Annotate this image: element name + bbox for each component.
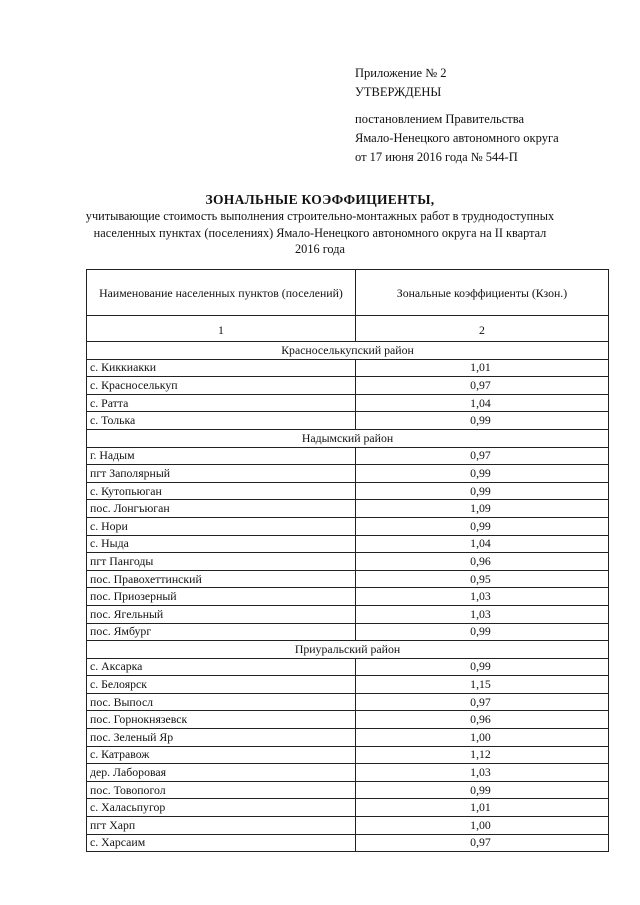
place-name: пос. Товопогол	[87, 781, 356, 799]
table-row	[87, 570, 609, 588]
table-row	[87, 535, 609, 553]
zonal-coefficient: 0,96	[356, 553, 609, 571]
decree-line-3: от 17 июня 2016 года № 544-П	[355, 150, 518, 164]
column-number-2: 2	[356, 316, 609, 342]
zonal-coefficient: 1,09	[356, 500, 609, 518]
subtitle-line-3: 2016 года	[295, 242, 345, 256]
place-name: пгт Заполярный	[87, 465, 356, 483]
table-row	[87, 447, 609, 465]
zonal-coefficient: 0,99	[356, 482, 609, 500]
place-name: с. Аксарка	[87, 658, 356, 676]
table-row	[87, 465, 609, 483]
place-name: пос. Зеленый Яр	[87, 729, 356, 747]
table-row	[87, 781, 609, 799]
zonal-coefficient: 0,97	[356, 834, 609, 852]
subtitle-line-2: населенных пунктах (поселениях) Ямало-Ненецкого автономного округа на II квартал	[93, 225, 547, 240]
zonal-coefficient: 0,99	[356, 412, 609, 430]
place-name: с. Харсаим	[87, 834, 356, 852]
table-row	[87, 764, 609, 782]
table-row	[87, 729, 609, 747]
place-name: с. Ратта	[87, 394, 356, 412]
table-row	[87, 693, 609, 711]
place-name: пгт Пангоды	[87, 553, 356, 571]
zonal-coefficient: 1,15	[356, 676, 609, 694]
district-name: Приуральский район	[87, 641, 609, 659]
table-row	[87, 676, 609, 694]
place-name: пгт Харп	[87, 817, 356, 835]
place-name: г. Надым	[87, 447, 356, 465]
place-name: с. Ныда	[87, 535, 356, 553]
zonal-coefficient: 1,04	[356, 535, 609, 553]
table-row	[87, 482, 609, 500]
column-header-coefficients: Зональные коэффициенты (Кзон.)	[356, 270, 609, 316]
table-row	[87, 605, 609, 623]
district-row	[87, 342, 609, 360]
place-name: пос. Ямбург	[87, 623, 356, 641]
column-number-1: 1	[87, 316, 356, 342]
table-row	[87, 817, 609, 835]
table-row	[87, 588, 609, 606]
table-row	[87, 394, 609, 412]
document-heading	[40, 191, 600, 258]
zonal-coefficient: 1,01	[356, 799, 609, 817]
place-name: пос. Ягельный	[87, 605, 356, 623]
column-header-places: Наименование населенных пунктов (поселений)	[87, 270, 356, 316]
place-name: пос. Лонгъюган	[87, 500, 356, 518]
table-row	[87, 711, 609, 729]
appendix-block	[355, 64, 625, 167]
table-row	[87, 746, 609, 764]
document-title: ЗОНАЛЬНЫЕ КОЭФФИЦИЕНТЫ,	[205, 192, 435, 207]
zonal-coefficient: 1,03	[356, 588, 609, 606]
district-name: Красноселькупский район	[87, 342, 609, 360]
zonal-coefficient: 0,99	[356, 658, 609, 676]
zonal-coefficient: 1,04	[356, 394, 609, 412]
place-name: пос. Горнокнязевск	[87, 711, 356, 729]
zonal-coefficient: 0,99	[356, 517, 609, 535]
zonal-coefficient: 0,96	[356, 711, 609, 729]
place-name: с. Белоярск	[87, 676, 356, 694]
district-name: Надымский район	[87, 429, 609, 447]
place-name: с. Халасьпугор	[87, 799, 356, 817]
approved-label: УТВЕРЖДЕНЫ	[355, 85, 442, 99]
table-row	[87, 799, 609, 817]
column-number-row	[87, 316, 609, 342]
zonal-coefficient: 1,00	[356, 729, 609, 747]
zonal-coefficient: 0,97	[356, 377, 609, 395]
zonal-coefficient: 0,99	[356, 465, 609, 483]
table-header-row	[87, 270, 609, 316]
table-row	[87, 623, 609, 641]
table-row	[87, 553, 609, 571]
place-name: пос. Приозерный	[87, 588, 356, 606]
place-name: дер. Лаборовая	[87, 764, 356, 782]
place-name: с. Красноселькуп	[87, 377, 356, 395]
appendix-number: Приложение № 2	[355, 66, 447, 80]
district-row	[87, 641, 609, 659]
zonal-coefficient: 0,99	[356, 781, 609, 799]
zonal-coefficient: 0,95	[356, 570, 609, 588]
table-row	[87, 834, 609, 852]
zonal-coefficient: 0,97	[356, 447, 609, 465]
coefficients-table	[86, 269, 609, 852]
decree-line-1: постановлением Правительства	[355, 112, 525, 126]
table-body	[87, 316, 609, 852]
table-row	[87, 658, 609, 676]
table-row	[87, 412, 609, 430]
zonal-coefficient: 1,12	[356, 746, 609, 764]
place-name: с. Катравож	[87, 746, 356, 764]
table-row	[87, 377, 609, 395]
table-row	[87, 517, 609, 535]
zonal-coefficient: 0,99	[356, 623, 609, 641]
zonal-coefficient: 1,03	[356, 605, 609, 623]
table-row	[87, 500, 609, 518]
decree-line-2: Ямало-Ненецкого автономного округа	[355, 131, 559, 145]
subtitle-line-1: учитывающие стоимость выполнения строительно-монтажных работ в труднодоступных	[85, 209, 555, 223]
table-row	[87, 359, 609, 377]
place-name: с. Толька	[87, 412, 356, 430]
place-name: с. Киккиакки	[87, 359, 356, 377]
place-name: с. Нори	[87, 517, 356, 535]
zonal-coefficient: 1,03	[356, 764, 609, 782]
place-name: с. Кутопьюган	[87, 482, 356, 500]
place-name: пос. Правохеттинский	[87, 570, 356, 588]
zonal-coefficient: 1,00	[356, 817, 609, 835]
place-name: пос. Выпосл	[87, 693, 356, 711]
district-row	[87, 429, 609, 447]
spacer	[355, 102, 625, 110]
zonal-coefficient: 0,97	[356, 693, 609, 711]
zonal-coefficient: 1,01	[356, 359, 609, 377]
